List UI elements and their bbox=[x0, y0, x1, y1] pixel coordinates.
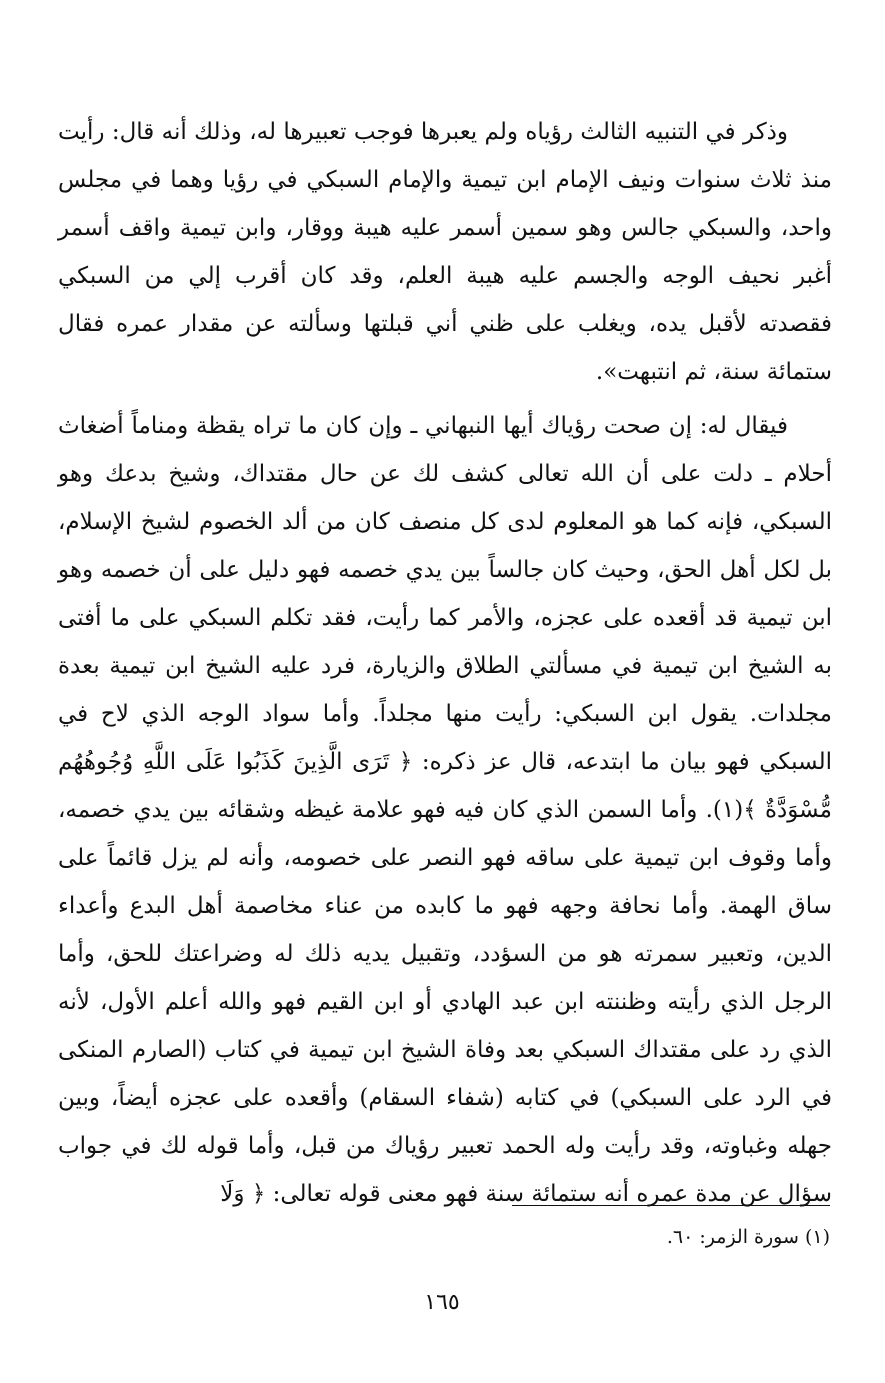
footnote-divider bbox=[512, 1205, 830, 1206]
paragraph-2: فيقال له: إن صحت رؤياك أيها النبهاني ـ وإن كان ما تراه يقظة ومناماً أضغاث أحلام ـ دلت على أن الله تعالى كشف لك عن حال مقتداك، وشيخ بدعك وهو السبكي، فإنه كما هو المعلوم لدى كل منصف كان من ألد الخصوم لشيخ الإسلام، بل لكل أهل الحق، وحيث كان جالساً بين يدي خصمه فهو دليل على أن خصمه وهو ابن تيمية قد أقعده على عجزه، والأمر كما رأيت، فقد تكلم السبكي على ما أفتى به الشيخ ابن تيمية في مسألتي الطلاق والزيارة، فرد عليه الشيخ ابن تيمية بعدة مجلدات. يقول ابن السبكي: رأيت منها مجلداً. وأما سواد الوجه الذي لاح في السبكي فهو بيان ما ابتدعه، قال عز ذكره: ﴿ تَرَى الَّذِينَ كَذَبُوا عَلَى اللَّهِ وُجُوهُهُم مُّسْوَدَّةٌ ﴾(١). وأما السمن الذي كان فيه فهو علامة غيظه وشقائه بين يدي خصمه، وأما وقوف ابن تيمية على ساقه فهو النصر على خصومه، وأنه لم يزل قائماً على ساق الهمة. وأما نحافة وجهه فهو ما كابده من عناء مخاصمة أهل البدع وأعداء الدين، وتعبير سمرته هو من السؤدد، وتقبيل يديه ذلك له وضراعتك للحق، وأما الرجل الذي رأيته وظننته ابن عبد الهادي أو ابن القيم فهو والله أعلم الأول، لأنه الذي رد على مقتداك السبكي بعد وفاة الشيخ ابن تيمية في كتاب (الصارم المنكى في الرد على السبكي) في كتابه (شفاء السقام) وأقعده على عجزه أيضاً، وبين جهله وغباوته، وقد رأيت وله الحمد تعبير رؤياك من قبل، وأما قوله لك في جواب سؤال عن مدة عمره أنه ستمائة سنة فهو معنى قوله تعالى: ﴿ وَلَا bbox=[58, 413, 832, 1207]
paragraph-1: وذكر في التنبيه الثالث رؤياه ولم يعبرها فوجب تعبيرها له، وذلك أنه قال: رأيت منذ ثلاث سنوات ونيف الإمام ابن تيمية والإمام السبكي في رؤيا وهما في مجلس واحد، والسبكي جالس وهو سمين أسمر عليه هيبة ووقار، وابن تيمية واقف أسمر أغبر نحيف الوجه والجسم عليه هيبة العلم، وقد كان أقرب إلي من السبكي فقصدته لأقبل يده، ويغلب على ظني أني قبلتها وسألته عن مقدار عمره فقال ستمائة سنة، ثم انتبهت». bbox=[58, 119, 832, 385]
page-number: ١٦٥ bbox=[424, 1290, 460, 1315]
footnote: (١) سورة الزمر: ٦٠. bbox=[666, 1226, 830, 1248]
main-text bbox=[58, 108, 832, 1218]
